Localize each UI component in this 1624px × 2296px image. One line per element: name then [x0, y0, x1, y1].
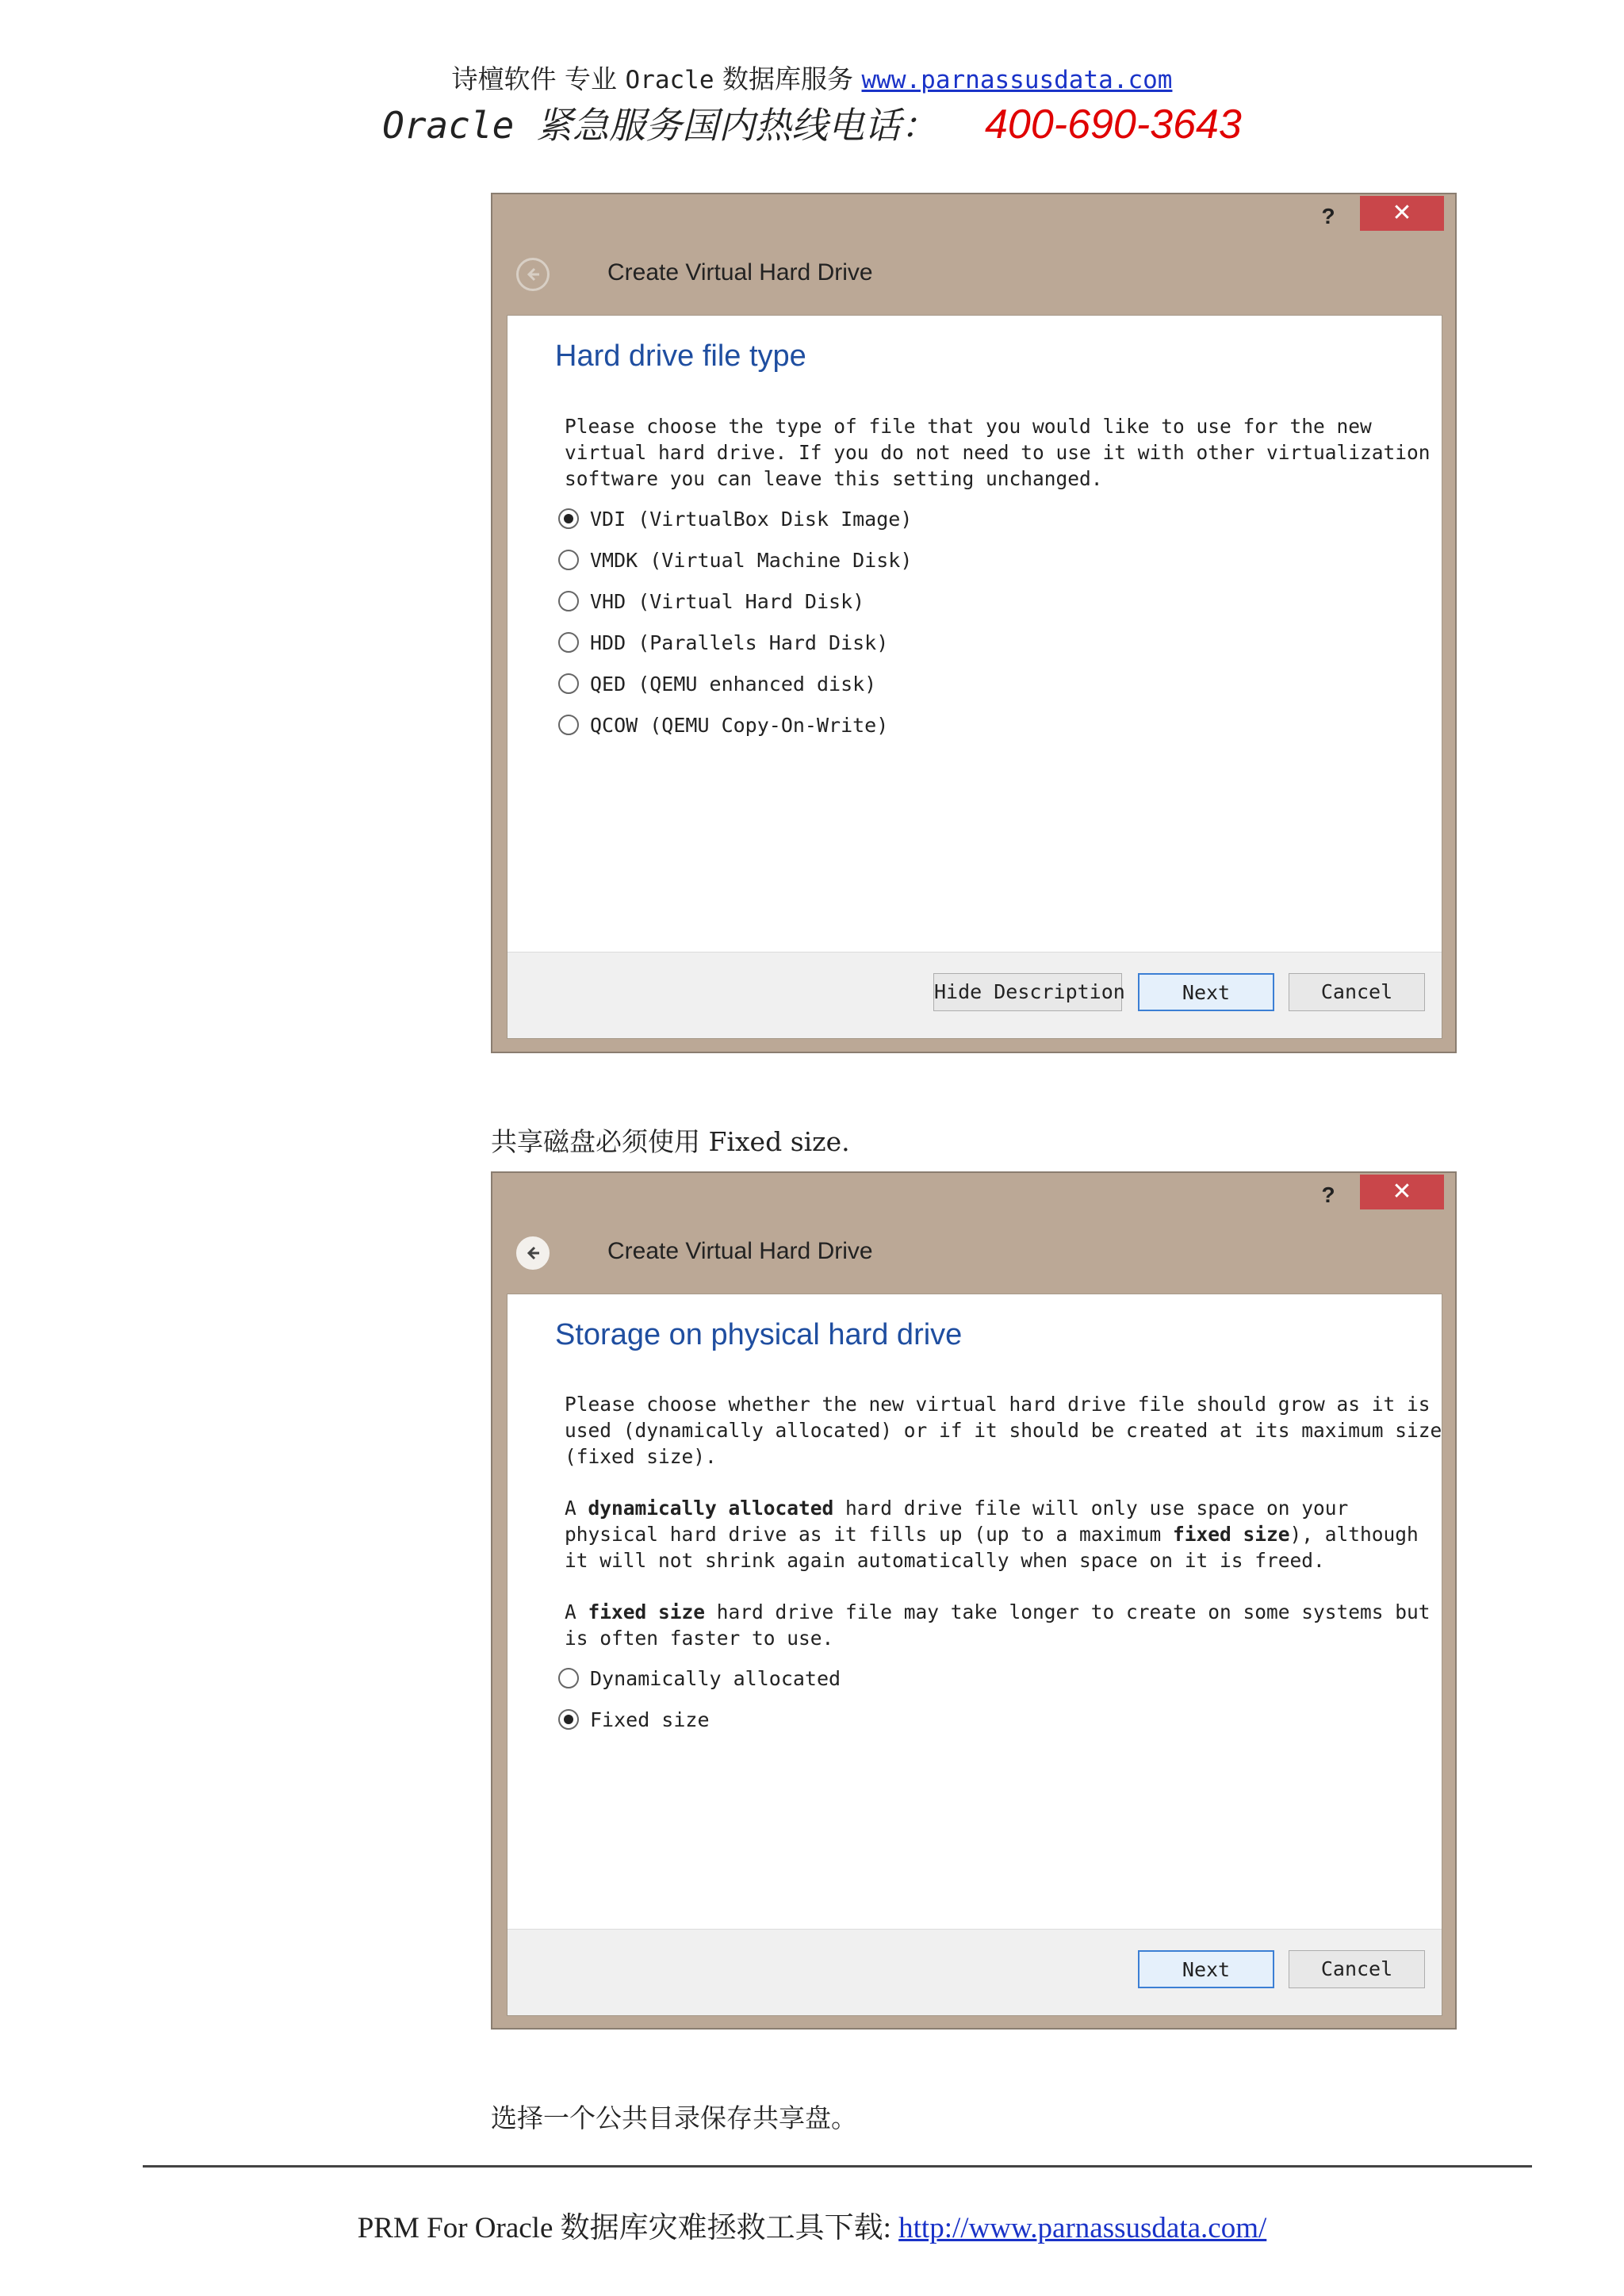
footer-divider [143, 2165, 1532, 2168]
hotline-slogan: Oracle 紧急服务国内热线电话： [382, 104, 938, 147]
text-part: A [565, 1600, 588, 1623]
footer-text: PRM For Oracle 数据库灾难拯救工具下载: [357, 2212, 899, 2244]
close-button[interactable]: ✕ [1360, 1175, 1444, 1209]
bold-term: fixed size [1173, 1523, 1290, 1546]
bold-term: dynamically allocated [588, 1497, 834, 1520]
page-footer [0, 2203, 1624, 2246]
cancel-button[interactable]: Cancel [1289, 973, 1425, 1011]
radio-circle[interactable] [558, 632, 579, 653]
radio-vmdk[interactable] [558, 546, 912, 574]
caption-fixed-size: 共享磁盘必须使用 Fixed size. [491, 1126, 850, 1157]
radio-vhd[interactable] [558, 587, 864, 615]
text-part: hard drive file will only use space on your physical hard drive as it fills up (up to a maximum [565, 1497, 1349, 1546]
dialog-content [507, 315, 1442, 1039]
radio-qcow[interactable] [558, 711, 888, 739]
radio-circle[interactable] [558, 550, 579, 570]
radio-label: VDI (VirtualBox Disk Image) [590, 507, 913, 531]
text-part: ), although it will not shrink again automatically when space on it is freed. [565, 1523, 1419, 1572]
radio-circle[interactable] [558, 1668, 579, 1688]
hotline-phone: 400-690-3643 [985, 102, 1242, 148]
back-arrow-icon[interactable] [516, 1236, 550, 1270]
radio-circle[interactable] [558, 715, 579, 735]
radio-fixed-size[interactable] [558, 1705, 710, 1734]
footer-link[interactable]: http://www.parnassusdata.com/ [898, 2212, 1267, 2244]
cancel-button[interactable]: Cancel [1289, 1950, 1425, 1988]
next-button[interactable]: Next [1138, 973, 1274, 1011]
back-arrow-icon[interactable] [516, 258, 550, 291]
bold-term: fixed size [588, 1600, 706, 1623]
dialog-file-type [491, 193, 1457, 1053]
radio-circle[interactable] [558, 673, 579, 694]
radio-label: VHD (Virtual Hard Disk) [590, 589, 865, 613]
radio-label: QED (QEMU enhanced disk) [590, 672, 877, 696]
radio-label: HDD (Parallels Hard Disk) [590, 631, 889, 654]
radio-label: QCOW (QEMU Copy-On-Write) [590, 713, 889, 737]
page-heading: Storage on physical hard drive [555, 1318, 963, 1351]
text-part: A [565, 1497, 588, 1520]
radio-circle[interactable] [558, 1709, 579, 1730]
description-paragraph-2 [565, 1495, 1419, 1573]
description-paragraph-3 [565, 1599, 1431, 1651]
website-link[interactable]: www.parnassusdata.com [861, 66, 1173, 94]
oracle-word: Oracle [625, 66, 714, 94]
description-paragraph-1: Please choose whether the new virtual hard drive file should grow as it is used (dynamically allocated) or if it should be created at its maximum size (fixed size). [565, 1393, 1442, 1468]
dialog-content [507, 1294, 1442, 2016]
hotline-line [0, 97, 1624, 149]
radio-label: Dynamically allocated [590, 1666, 841, 1690]
text-part: hard drive file may take longer to create on some systems but is often faster to use. [565, 1600, 1431, 1650]
header-line [0, 59, 1624, 96]
button-bar [508, 1929, 1442, 2015]
radio-qed[interactable] [558, 669, 876, 698]
hide-description-button[interactable]: Hide Description [933, 973, 1122, 1011]
page-heading: Hard drive file type [555, 339, 806, 373]
radio-label: Fixed size [590, 1708, 710, 1731]
radio-vdi[interactable] [558, 504, 912, 533]
dialog-storage [491, 1171, 1457, 2030]
radio-dynamically-allocated[interactable] [558, 1664, 841, 1692]
radio-hdd[interactable] [558, 628, 888, 657]
help-button[interactable]: ? [1321, 1182, 1335, 1207]
help-button[interactable]: ? [1321, 204, 1335, 228]
close-button[interactable]: ✕ [1360, 196, 1444, 231]
button-bar [508, 952, 1442, 1038]
dialog-title: Create Virtual Hard Drive [607, 1238, 873, 1264]
dialog-title: Create Virtual Hard Drive [607, 259, 873, 286]
service-text: 数据库服务 [722, 63, 854, 94]
radio-label: VMDK (Virtual Machine Disk) [590, 548, 913, 572]
radio-circle[interactable] [558, 508, 579, 529]
company-name: 诗檀软件 专业 [451, 63, 618, 94]
description-text: Please choose the type of file that you would like to use for the new virtual hard drive. If you do not need to use it with other virtualization software you can leave this setting unchanged. [565, 415, 1431, 490]
radio-circle[interactable] [558, 591, 579, 611]
next-button[interactable]: Next [1138, 1950, 1274, 1988]
caption-shared-directory: 选择一个公共目录保存共享盘。 [491, 2102, 857, 2133]
